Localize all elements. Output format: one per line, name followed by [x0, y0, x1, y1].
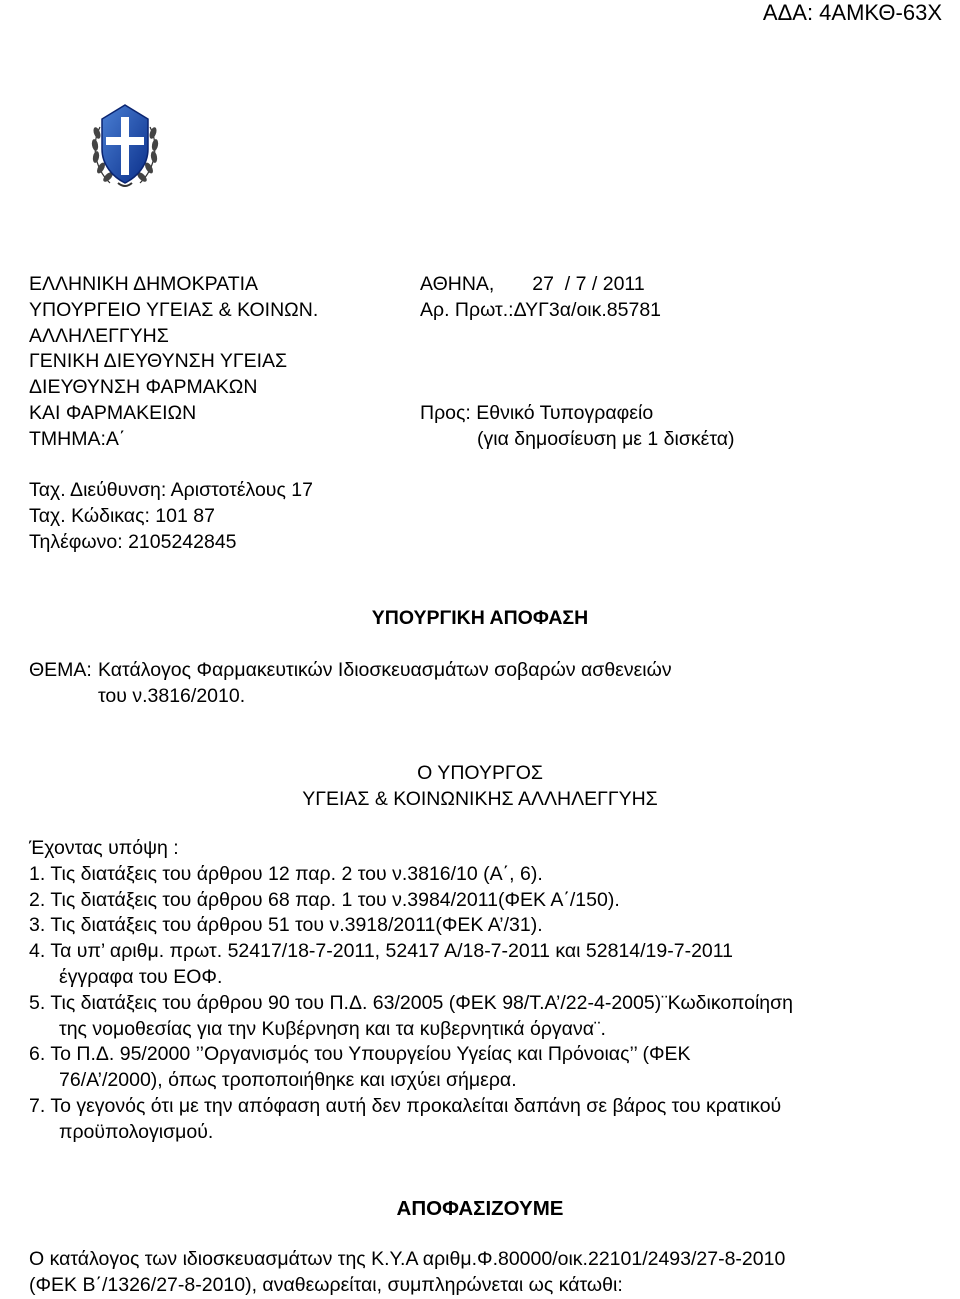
subject-line: Κατάλογος Φαρμακευτικών Ιδιοσκευασμάτων σοβαρών ασθενειών	[98, 659, 672, 681]
list-item: 4. Τα υπ’ αριθμ. πρωτ. 52417/18-7-2011, 52417 Α/18-7-2011 και 52814/19-7-2011	[29, 940, 734, 963]
list-item: 3. Τις διατάξεις του άρθρου 51 του ν.3918/2011(ΦΕΚ Α’/31).	[29, 914, 543, 937]
issuer-line: ΔΙΕΥΘΥΝΣΗ ΦΑΡΜΑΚΩΝ	[29, 376, 258, 399]
issuer-line: ΚΑΙ ΦΑΡΜΑΚΕΙΩΝ	[29, 401, 197, 424]
greek-coat-of-arms-icon	[88, 97, 162, 194]
issuer-line: ΑΛΛΗΛΕΓΓΥΗΣ	[29, 324, 169, 347]
protocol-number: Αρ. Πρωτ.:ΔΥΓ3α/οικ.85781	[420, 298, 662, 321]
issuer-line: ΕΛΛΗΝΙΚΗ ΔΗΜΟΚΡΑΤΙΑ	[29, 273, 259, 295]
ada-number: ΑΔΑ: 4ΑΜΚΘ-63Χ	[762, 0, 942, 25]
recipient-note: (για δημοσίευση με 1 δισκέτα)	[477, 427, 735, 450]
postal-address: Ταχ. Διεύθυνση: Αριστοτέλους 17	[29, 479, 313, 501]
phone: Τηλέφωνο: 2105242845	[29, 530, 237, 553]
list-item-continuation: 76/Α’/2000), όπως τροποποιήθηκε και ισχύει σήμερα.	[59, 1069, 517, 1092]
list-item: 6. Το Π.Δ. 95/2000 ’’Οργανισμός του Υπουργείου Υγείας και Πρόνοιας’’ (ΦΕΚ	[29, 1043, 691, 1066]
decision-line: (ΦΕΚ Β΄/1326/27-8-2010), αναθεωρείται, συμπληρώνεται ως κάτωθι:	[29, 1273, 623, 1296]
postal-code: Ταχ. Κώδικας: 101 87	[29, 504, 215, 527]
issuer-line: ΥΠΟΥΡΓΕΙΟ ΥΓΕΙΑΣ & ΚΟΙΝΩΝ.	[29, 298, 319, 321]
list-item-continuation: προϋπολογισμού.	[59, 1120, 214, 1143]
place-date: ΑΘΗΝΑ, 27 / 7 / 2011	[420, 273, 645, 295]
having-regard-label: Έχοντας υπόψη :	[29, 837, 179, 859]
minister-line: ΥΓΕΙΑΣ & ΚΟΙΝΩΝΙΚΗΣ ΑΛΛΗΛΕΓΓΥΗΣ	[302, 787, 658, 810]
issuer-line: ΓΕΝΙΚΗ ΔΙΕΥΘΥΝΣΗ ΥΓΕΙΑΣ	[29, 350, 288, 373]
reference-block	[420, 272, 735, 453]
subject-line: του ν.3816/2010.	[98, 684, 246, 707]
recipient: Προς: Εθνικό Τυπογραφείο	[420, 401, 654, 424]
list-item-continuation: έγγραφα του ΕΟΦ.	[59, 965, 223, 988]
subject-label: ΘΕΜΑ:	[29, 659, 92, 681]
list-item: 7. Το γεγονός ότι με την απόφαση αυτή δεν προκαλείται δαπάνη σε βάρος του κρατικού	[29, 1094, 782, 1117]
list-item-continuation: της νομοθεσίας για την Κυβέρνηση και τα κυβερνητικά όργανα¨.	[59, 1017, 606, 1040]
list-item: 5. Τις διατάξεις του άρθρου 90 του Π.Δ. 63/2005 (ΦΕΚ 98/Τ.Α’/22-4-2005)¨Κωδικοποίηση	[29, 991, 794, 1014]
decide-title: ΑΠΟΦΑΣΙΖΟΥΜΕ	[396, 1197, 564, 1220]
minister-heading	[0, 761, 960, 813]
issuer-line: ΤΜΗΜΑ:Α΄	[29, 427, 126, 450]
minister-line: Ο ΥΠΟΥΡΓΟΣ	[417, 762, 543, 784]
considerations-list	[29, 836, 793, 1146]
list-item: 1. Τις διατάξεις του άρθρου 12 παρ. 2 του ν.3816/10 (Α΄, 6).	[29, 862, 543, 885]
contact-block	[29, 478, 313, 555]
issuer-block	[29, 272, 318, 453]
subject-text	[98, 658, 672, 710]
decision-line: Ο κατάλογος των ιδιοσκευασμάτων της Κ.Υ.Α αριθμ.Φ.80000/οικ.22101/2493/27-8-2010	[29, 1248, 786, 1270]
decision-text	[29, 1247, 785, 1299]
list-item: 2. Τις διατάξεις του άρθρου 68 παρ. 1 του ν.3984/2011(ΦΕΚ Α΄/150).	[29, 888, 620, 911]
decision-title: ΥΠΟΥΡΓΙΚΗ ΑΠΟΦΑΣΗ	[371, 607, 589, 629]
